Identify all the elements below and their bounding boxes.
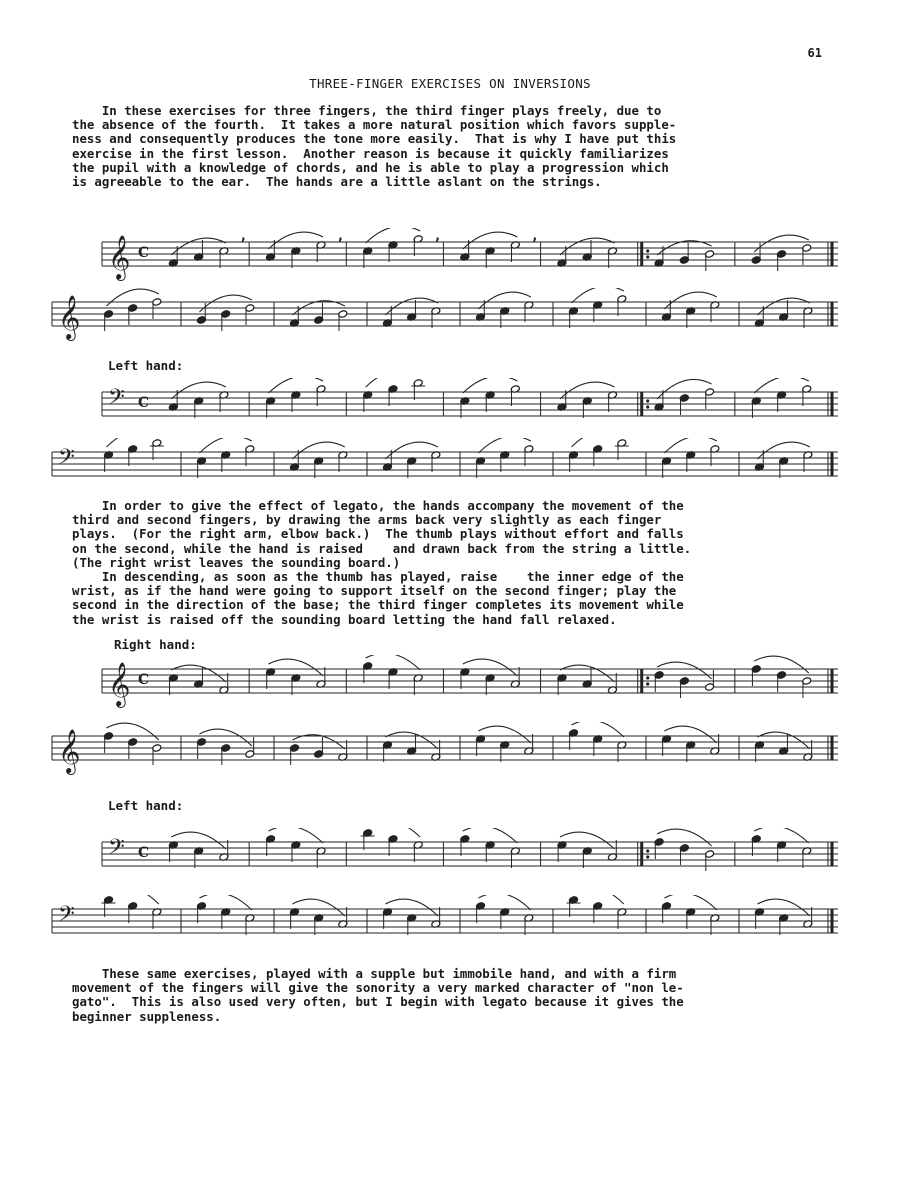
repeat-dot (646, 249, 649, 252)
slur (560, 238, 615, 255)
slur (754, 656, 809, 673)
bass-clef-icon: 𝄢 (108, 385, 125, 415)
slur (269, 232, 324, 249)
slur (385, 899, 437, 916)
text-line: These same exercises, played with a supple but immobile hand, and with a firm (72, 966, 677, 981)
slur (657, 829, 712, 846)
slur (560, 665, 615, 682)
text-line: (The right wrist leaves the sounding board.) (72, 554, 401, 570)
music-staff-7 (100, 828, 840, 888)
repeat-dot (646, 676, 649, 679)
text-line: beginner suppleness. (72, 1008, 222, 1024)
text-line: In descending, as soon as the thumb has played, raise the inner edge of the (72, 569, 684, 585)
slur (664, 726, 716, 743)
slur (664, 895, 716, 910)
repeat-dot (646, 405, 649, 408)
page-title: THREE-FINGER EXERCISES ON INVERSIONS (309, 76, 591, 91)
slur (269, 828, 324, 843)
slur (171, 665, 226, 682)
slur (664, 292, 716, 309)
breath-mark: , (336, 228, 345, 244)
bass-clef-icon: 𝄢 (58, 445, 75, 475)
closing-paragraph (72, 967, 832, 1024)
repeat-dot (646, 855, 649, 858)
treble-clef-icon: 𝄞 (58, 295, 81, 339)
slur (478, 292, 530, 309)
slur (463, 828, 518, 843)
slur (199, 895, 251, 910)
slur (754, 828, 809, 843)
time-signature: C (138, 845, 150, 861)
bass-clef-icon: 𝄢 (58, 902, 75, 932)
slur (757, 442, 809, 459)
text-line: ness and consequently produces the tone more easily. That is why I have put this (72, 131, 677, 147)
slur (463, 232, 518, 249)
time-signature: C (138, 672, 150, 688)
music-staff-1 (100, 228, 840, 288)
slur (199, 729, 251, 746)
text-line: the pupil with a knowledge of chords, and he is able to play a progression which (72, 159, 669, 175)
text-line: plays. (For the right arm, elbow back.) The thumb plays without effort and falls (72, 526, 684, 542)
left-hand-label-2: Left hand: (108, 798, 184, 813)
text-line: the wrist is raised off the sounding board letting the hand fall relaxed. (72, 611, 617, 627)
slur (366, 228, 421, 243)
text-line: second in the direction of the base; the third finger completes its movement while (72, 597, 684, 613)
slur (657, 662, 712, 679)
text-line: In order to give the effect of legato, the hands accompany the movement of the (72, 498, 684, 513)
slur (385, 442, 437, 459)
left-hand-label: Left hand: (108, 358, 184, 373)
page-number: 61 (807, 46, 822, 60)
text-line: the absence of the fourth. It takes a more natural position which favors supple- (72, 117, 677, 133)
music-staff-2 (50, 288, 840, 348)
text-line: is agreeable to the ear. The hands are a little aslant on the strings. (72, 174, 602, 190)
treble-clef-icon: 𝄞 (108, 662, 131, 706)
slur (571, 722, 623, 737)
text-line: third and second fingers, by drawing the arms back very slightly as each finger (72, 512, 662, 528)
slur (757, 899, 809, 916)
slur (560, 832, 615, 849)
slur (560, 382, 615, 399)
music-staff-6 (50, 722, 840, 782)
time-signature: C (138, 395, 150, 411)
slur (478, 895, 530, 910)
repeat-dot (646, 255, 649, 258)
text-line: In these exercises for three fingers, the third finger plays freely, due to (72, 103, 662, 118)
treble-clef-icon: 𝄞 (58, 729, 81, 773)
intro-paragraph (72, 104, 832, 189)
slur (199, 438, 251, 453)
music-staff-3 (100, 378, 840, 438)
slur (106, 723, 158, 740)
slur (269, 659, 324, 676)
breath-mark: , (433, 228, 442, 244)
slur (478, 726, 530, 743)
text-line: on the second, while the hand is raised and drawn back from the string a little. (72, 540, 692, 556)
slur (292, 899, 344, 916)
slur (269, 378, 324, 393)
time-signature: C (138, 245, 150, 261)
slur (366, 655, 421, 670)
text-line: wrist, as if the hand were going to support itself on the second finger; play the (72, 583, 677, 599)
right-hand-label: Right hand: (114, 637, 197, 652)
music-staff-4 (50, 438, 840, 498)
text-line: exercise in the first lesson. Another reason is because it quickly familiarizes (72, 145, 669, 161)
legato-paragraph (72, 499, 832, 627)
breath-mark: , (530, 228, 540, 244)
slur (463, 378, 518, 393)
slur (171, 382, 226, 399)
slur (754, 235, 809, 252)
text-line: gato". This is also used very often, but I begin with legato because it gives the (72, 994, 684, 1010)
repeat-dot (646, 849, 649, 852)
bass-clef-icon: 𝄢 (108, 835, 125, 865)
slur (385, 298, 437, 315)
slur (478, 438, 530, 453)
slur (757, 298, 809, 315)
text-line: movement of the fingers will give the sonority a very marked character of "non le- (72, 980, 684, 996)
slur (292, 442, 344, 459)
slur (463, 659, 518, 676)
slur (664, 438, 716, 453)
slur (171, 832, 226, 849)
slur (171, 238, 226, 255)
repeat-dot (646, 682, 649, 685)
music-staff-5 (100, 655, 840, 715)
music-staff-8 (50, 895, 840, 955)
slur (106, 289, 158, 306)
slur (385, 732, 437, 749)
slur (571, 288, 623, 303)
repeat-dot (646, 399, 649, 402)
slur (757, 732, 809, 749)
treble-clef-icon: 𝄞 (108, 235, 131, 279)
slur (199, 295, 251, 312)
breath-mark: , (239, 228, 248, 244)
slur (754, 378, 809, 393)
